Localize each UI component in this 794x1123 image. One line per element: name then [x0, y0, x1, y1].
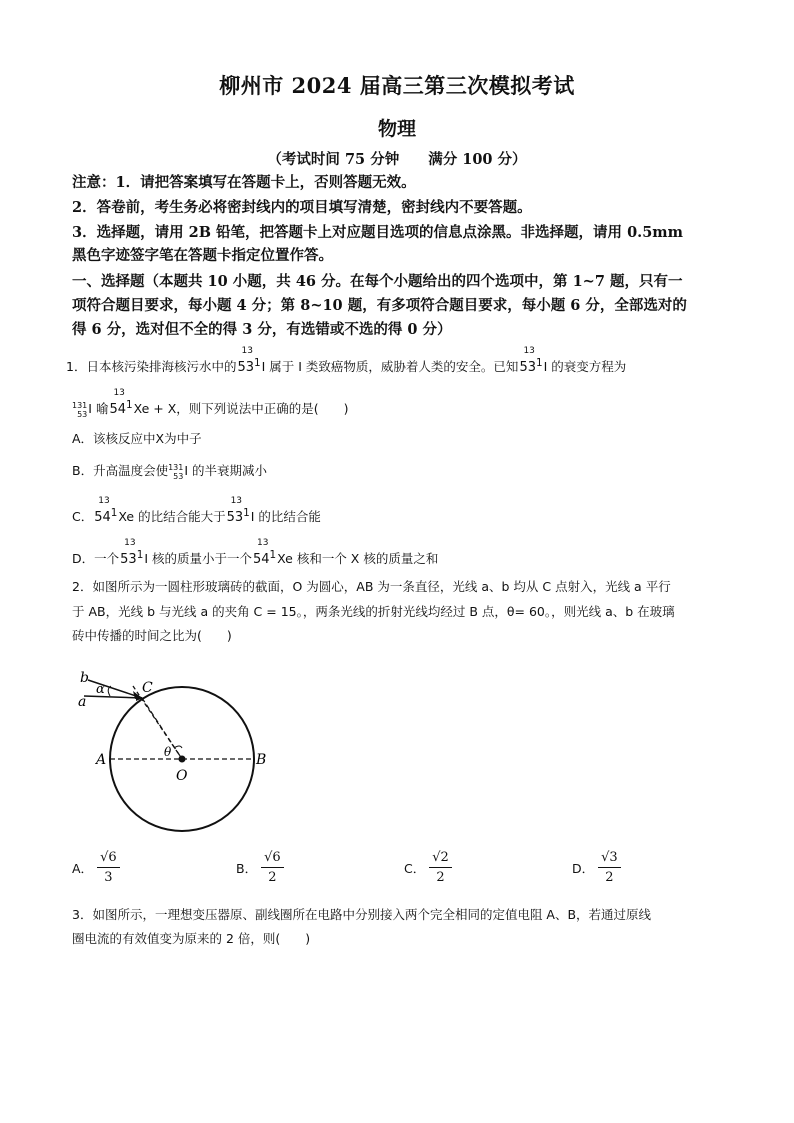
- note-3a: 3．选择题，请用 2B 铅笔，把答题卡上对应题目选项的信息点涂黑。非选择题，请用 0.5mm: [72, 224, 683, 241]
- q1-optb-nuclide: 131 53: [168, 462, 184, 481]
- q1-optc-xe: 13 $54^1$: [94, 496, 118, 526]
- q1-option-a: A．该核反应中X为中子: [72, 431, 202, 446]
- q1-text-1: 1．日本核污染排海核污水中的: [66, 359, 237, 375]
- note-3b: 黑色字迹签字笔在答题卡指定位置作答。: [72, 247, 333, 264]
- q2-circle-diagram: [70, 658, 290, 838]
- q2-option-d: D． $\frac{√3}{2}$: [572, 850, 621, 885]
- q1-optd-i: 13 $53^1$: [120, 538, 144, 568]
- section1-line2: 项符合题目要求，每小题 4 分；第 8~10 题，有多项符合题目要求，每小题 6 分，全部选对的: [72, 297, 687, 314]
- label-b: b: [80, 670, 89, 686]
- exam-title: 柳州市 2024 届高三第三次模拟考试: [219, 73, 575, 98]
- section1-line3: 得 6 分，选对但不全的得 3 分，有选错或不选的得 0 分）: [72, 321, 452, 338]
- note-1: 注意：1．请把答案填写在答题卡上，否则答题无效。: [72, 174, 416, 191]
- label-a: a: [78, 694, 87, 710]
- q2-option-b: B． $\frac{√6}{2}$: [236, 850, 284, 885]
- q1-isotope-i131: 13 $53^1$: [237, 346, 261, 376]
- q1-eq-xe-nuclide: 13 $54^1$: [109, 388, 133, 418]
- q2-option-c: C． $\frac{√2}{2}$: [404, 850, 452, 885]
- center-point-o: [179, 756, 186, 763]
- label-c: C: [142, 680, 153, 696]
- q1-equation: 131 53I 喻 13 $54^1Xe + X$，则下列说法中正确的是( ): [72, 394, 724, 421]
- q2-stem-line1: 2．如图所示为一圆柱形玻璃砖的截面，O 为圆心，AB 为一条直径，光线 a、b 均从 C 点射入，光线 a 平行: [72, 579, 671, 594]
- q3-stem-line2: 圈电流的有效值变为原来的 2 倍，则( ): [72, 931, 311, 946]
- q2-option-a: A． $\frac{√6}{3}$: [72, 850, 120, 885]
- label-o: O: [176, 768, 188, 784]
- q1-text-3: I 的衰变方程为: [543, 359, 627, 375]
- q1-text-2: I 属于 I 类致癌物质，威胁着人类的安全。已知: [261, 359, 519, 375]
- q2-stem-line2: 于 AB，光线 b 与光线 a 的夹角 C = 15。，两条光线的折射光线均经过 B 点，θ= 60。，则光线 a、b 在玻璃: [72, 604, 675, 619]
- note-2: 2．答卷前，考生务必将密封线内的项目填写清楚，密封线内不要答题。: [72, 199, 532, 216]
- ray-a: [84, 696, 142, 698]
- label-a-point: A: [96, 752, 107, 768]
- q1-stem-line1: [66, 346, 718, 379]
- q1-option-b: B．升高温度会使131 53I 的半衰期减小: [72, 462, 268, 481]
- theta-arc: [174, 746, 182, 748]
- q1-option-c: C． 13 $54^1Xe$ 的比结合能大于 13 $53^1I$ 的比结合能: [72, 502, 724, 529]
- q1-isotope-i131-b: 13 $53^1$: [519, 346, 543, 376]
- q1-eq-i-nuclide: 131 53: [72, 400, 88, 419]
- time-info: （考试时间 75 分钟 满分 100 分）: [267, 151, 527, 168]
- q2-stem-line3: 砖中传播的时间之比为( ): [72, 628, 232, 643]
- section1-line1: 一、选择题（本题共 10 小题，共 46 分。在每个小题给出的四个选项中，第 1~7 题，只有一: [72, 273, 683, 290]
- label-alpha: α: [96, 682, 105, 697]
- label-theta: θ: [164, 745, 172, 759]
- q3-stem-line1: 3．如图所示，一理想变压器原、副线圈所在电路中分别接入两个完全相同的定值电阻 A、B，若通过原线: [72, 907, 652, 922]
- q1-optd-xe: 13 $54^1$: [252, 538, 277, 568]
- q1-optc-i: 13 $53^1$: [226, 496, 250, 526]
- q1-option-d: D．一个 13 $53^1I$ 核的质量小于一个 13 $54^1Xe$ 核和一个 X 核的质量之和: [72, 544, 724, 571]
- subject-title: 物理: [377, 118, 416, 140]
- label-b-point: B: [256, 752, 267, 768]
